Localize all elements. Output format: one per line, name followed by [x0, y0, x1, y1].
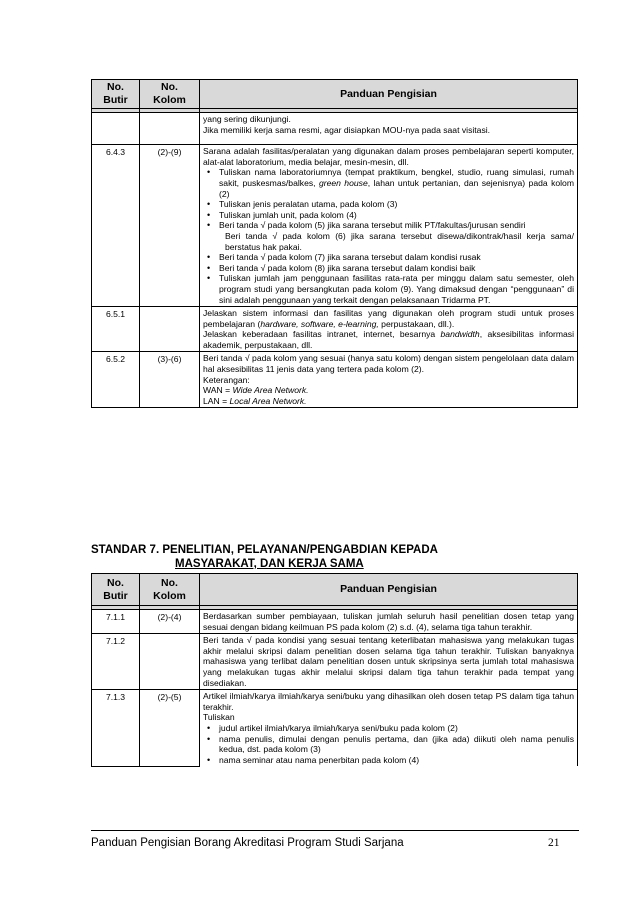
bullet-list [203, 252, 574, 305]
footer-title: Panduan Pengisian Borang Akreditasi Program Studi Sarjana [91, 837, 404, 849]
list-item: • Tuliskan jumlah unit, pada kolom (4) [219, 210, 574, 221]
panduan-cell: Beri tanda √ pada kolom yang sesuai (hanya satu kolom) dengan sistem pengelolaan data dalam hal aksesibilitas 11 jenis data yang tertera pada kolom (2). Keterangan: WAN = Wide Area Network. LAN = Local Area Network. [200, 352, 578, 408]
list-item: • nama penulis, dimulai dengan penulis pertama, dan (jika ada) diikuti oleh nama penulis kedua, dst. pada kolom (3) [219, 734, 574, 755]
bullet-list [203, 167, 574, 231]
research-guide-table [91, 573, 578, 767]
continued-text: Jika memiliki kerja sama resmi, agar disiapkan MOU-nya pada saat visitasi. [203, 124, 491, 135]
panduan-cell: Jelaskan sistem informasi dan fasilitas yang digunakan oleh program studi untuk proses pembelajaran (hardware, software, e-learning, perpustakaan, dll.). Jelaskan keberadaan fasilitas intranet, internet, besarnya bandwidth, aksesibilitas informasi akademik, perpustakaan, dll. [200, 307, 578, 352]
table-row [92, 690, 578, 767]
heading-line-2: MASYARAKAT, DAN KERJA SAMA [175, 557, 364, 570]
header-no-kolom: No. Kolom [140, 80, 200, 109]
table-row [92, 634, 578, 690]
butir-cell: 7.1.3 [92, 690, 140, 767]
panduan-cell: Artikel ilmiah/karya ilmiah/karya seni/buku yang dihasilkan oleh dosen tetap PS dalam tiga tahun terakhir. Tuliskan • judul artikel ilmiah/karya ilmiah/karya seni/buku pada kolom (2) • nama penulis, dimulai dengan penulis pertama, dan (jika ada) diikuti oleh nama penulis kedua, dst. pada kolom (3) • nama seminar atau nama penerbitan pada kolom (4) [200, 690, 578, 767]
continued-text: yang sering dikunjungi. [203, 114, 291, 124]
list-item: • Tuliskan jenis peralatan utama, pada kolom (3) [219, 199, 574, 210]
page-number: 21 [548, 837, 560, 849]
kolom-cell [140, 307, 200, 352]
list-item: • Tuliskan jumlah jam penggunaan fasilitas rata-rata per minggu dalam satu semester, oleh program studi yang bersangkutan pada kolom (9). Yang dimaksud dengan “penggunaan” di sini adalah penggunaan yang terkait dengan pelaksanaan Tridarma PT. [219, 273, 574, 305]
table-header-row [92, 80, 578, 109]
kolom-cell: (2)-(5) [140, 690, 200, 767]
list-item: • Tuliskan nama laboratoriumnya (tempat praktikum, bengkel, studio, ruang simulasi, rumah sakit, puskesmas/balkes, green house, lahan untuk pertanian, dan sejenisnya) pada kolom (2) [219, 167, 574, 199]
kolom-cell: (3)-(6) [140, 352, 200, 408]
table-header-row [92, 574, 578, 606]
table-row [92, 610, 578, 634]
butir-cell: 6.4.3 [92, 145, 140, 307]
butir-cell: 6.5.2 [92, 352, 140, 408]
panduan-cell [200, 145, 578, 307]
intro-text: Sarana adalah fasilitas/peralatan yang digunakan dalam proses pembelajaran seperti komputer, alat-alat laboratorium, media belajar, mesin-mesin, dll. [203, 146, 574, 167]
header-panduan: Panduan Pengisian [200, 80, 578, 109]
sub-note: Beri tanda √ pada kolom (6) jika sarana tersebut disewa/dikontrak/hasil kerja sama/ berstatus hak pakai. [225, 230, 574, 252]
butir-cell: 6.5.1 [92, 307, 140, 352]
kolom-cell: (2)-(9) [140, 145, 200, 307]
footer-divider [91, 830, 579, 831]
list-item: • judul artikel ilmiah/karya ilmiah/karya seni/buku pada kolom (2) [219, 723, 574, 734]
butir-cell: 7.1.2 [92, 634, 140, 690]
table-row [92, 352, 578, 408]
table-row [92, 307, 578, 352]
kolom-cell [140, 634, 200, 690]
list-item: • Beri tanda √ pada kolom (7) jika sarana tersebut dalam kondisi rusak [219, 252, 574, 263]
kolom-cell: (2)-(4) [140, 610, 200, 634]
list-item: • Beri tanda √ pada kolom (8) jika sarana tersebut dalam kondisi baik [219, 263, 574, 274]
standard-7-heading [91, 544, 438, 571]
table-row [92, 113, 578, 145]
header-no-kolom: No. Kolom [140, 574, 200, 606]
table-row [92, 145, 578, 307]
heading-line-1: STANDAR 7. PENELITIAN, PELAYANAN/PENGABDIAN KEPADA [91, 544, 438, 556]
panduan-cell: Berdasarkan sumber pembiayaan, tuliskan jumlah seluruh hasil penelitian dosen tetap yang sesuai dengan bidang keilmuan PS pada kolom (2) s.d. (4), selama tiga tahun terakhir. [200, 610, 578, 634]
list-item: • nama seminar atau nama penerbitan pada kolom (4) [219, 755, 574, 766]
facilities-guide-table [91, 79, 578, 408]
butir-cell: 7.1.1 [92, 610, 140, 634]
panduan-cell: Beri tanda √ pada kondisi yang sesuai tentang keterlibatan mahasiswa yang melakukan tugas akhir melalui skripsi dalam penelitian dosen selama tiga tahun terakhir. Tuliskan banyaknya mahasiswa yang terlibat dalam penelitian dosen untuk skripsinya serta jumlah total mahasiswa yang melakukan tugas akhir melalui skripsi dalam tiga tahun terakhir pada tempat yang disediakan. [200, 634, 578, 690]
header-no-butir: No. Butir [92, 80, 140, 109]
bullet-list [203, 723, 574, 765]
header-no-butir: No. Butir [92, 574, 140, 606]
list-item: • Beri tanda √ pada kolom (5) jika sarana tersebut milik PT/fakultas/jurusan sendiri [219, 220, 574, 231]
header-panduan: Panduan Pengisian [200, 574, 578, 606]
